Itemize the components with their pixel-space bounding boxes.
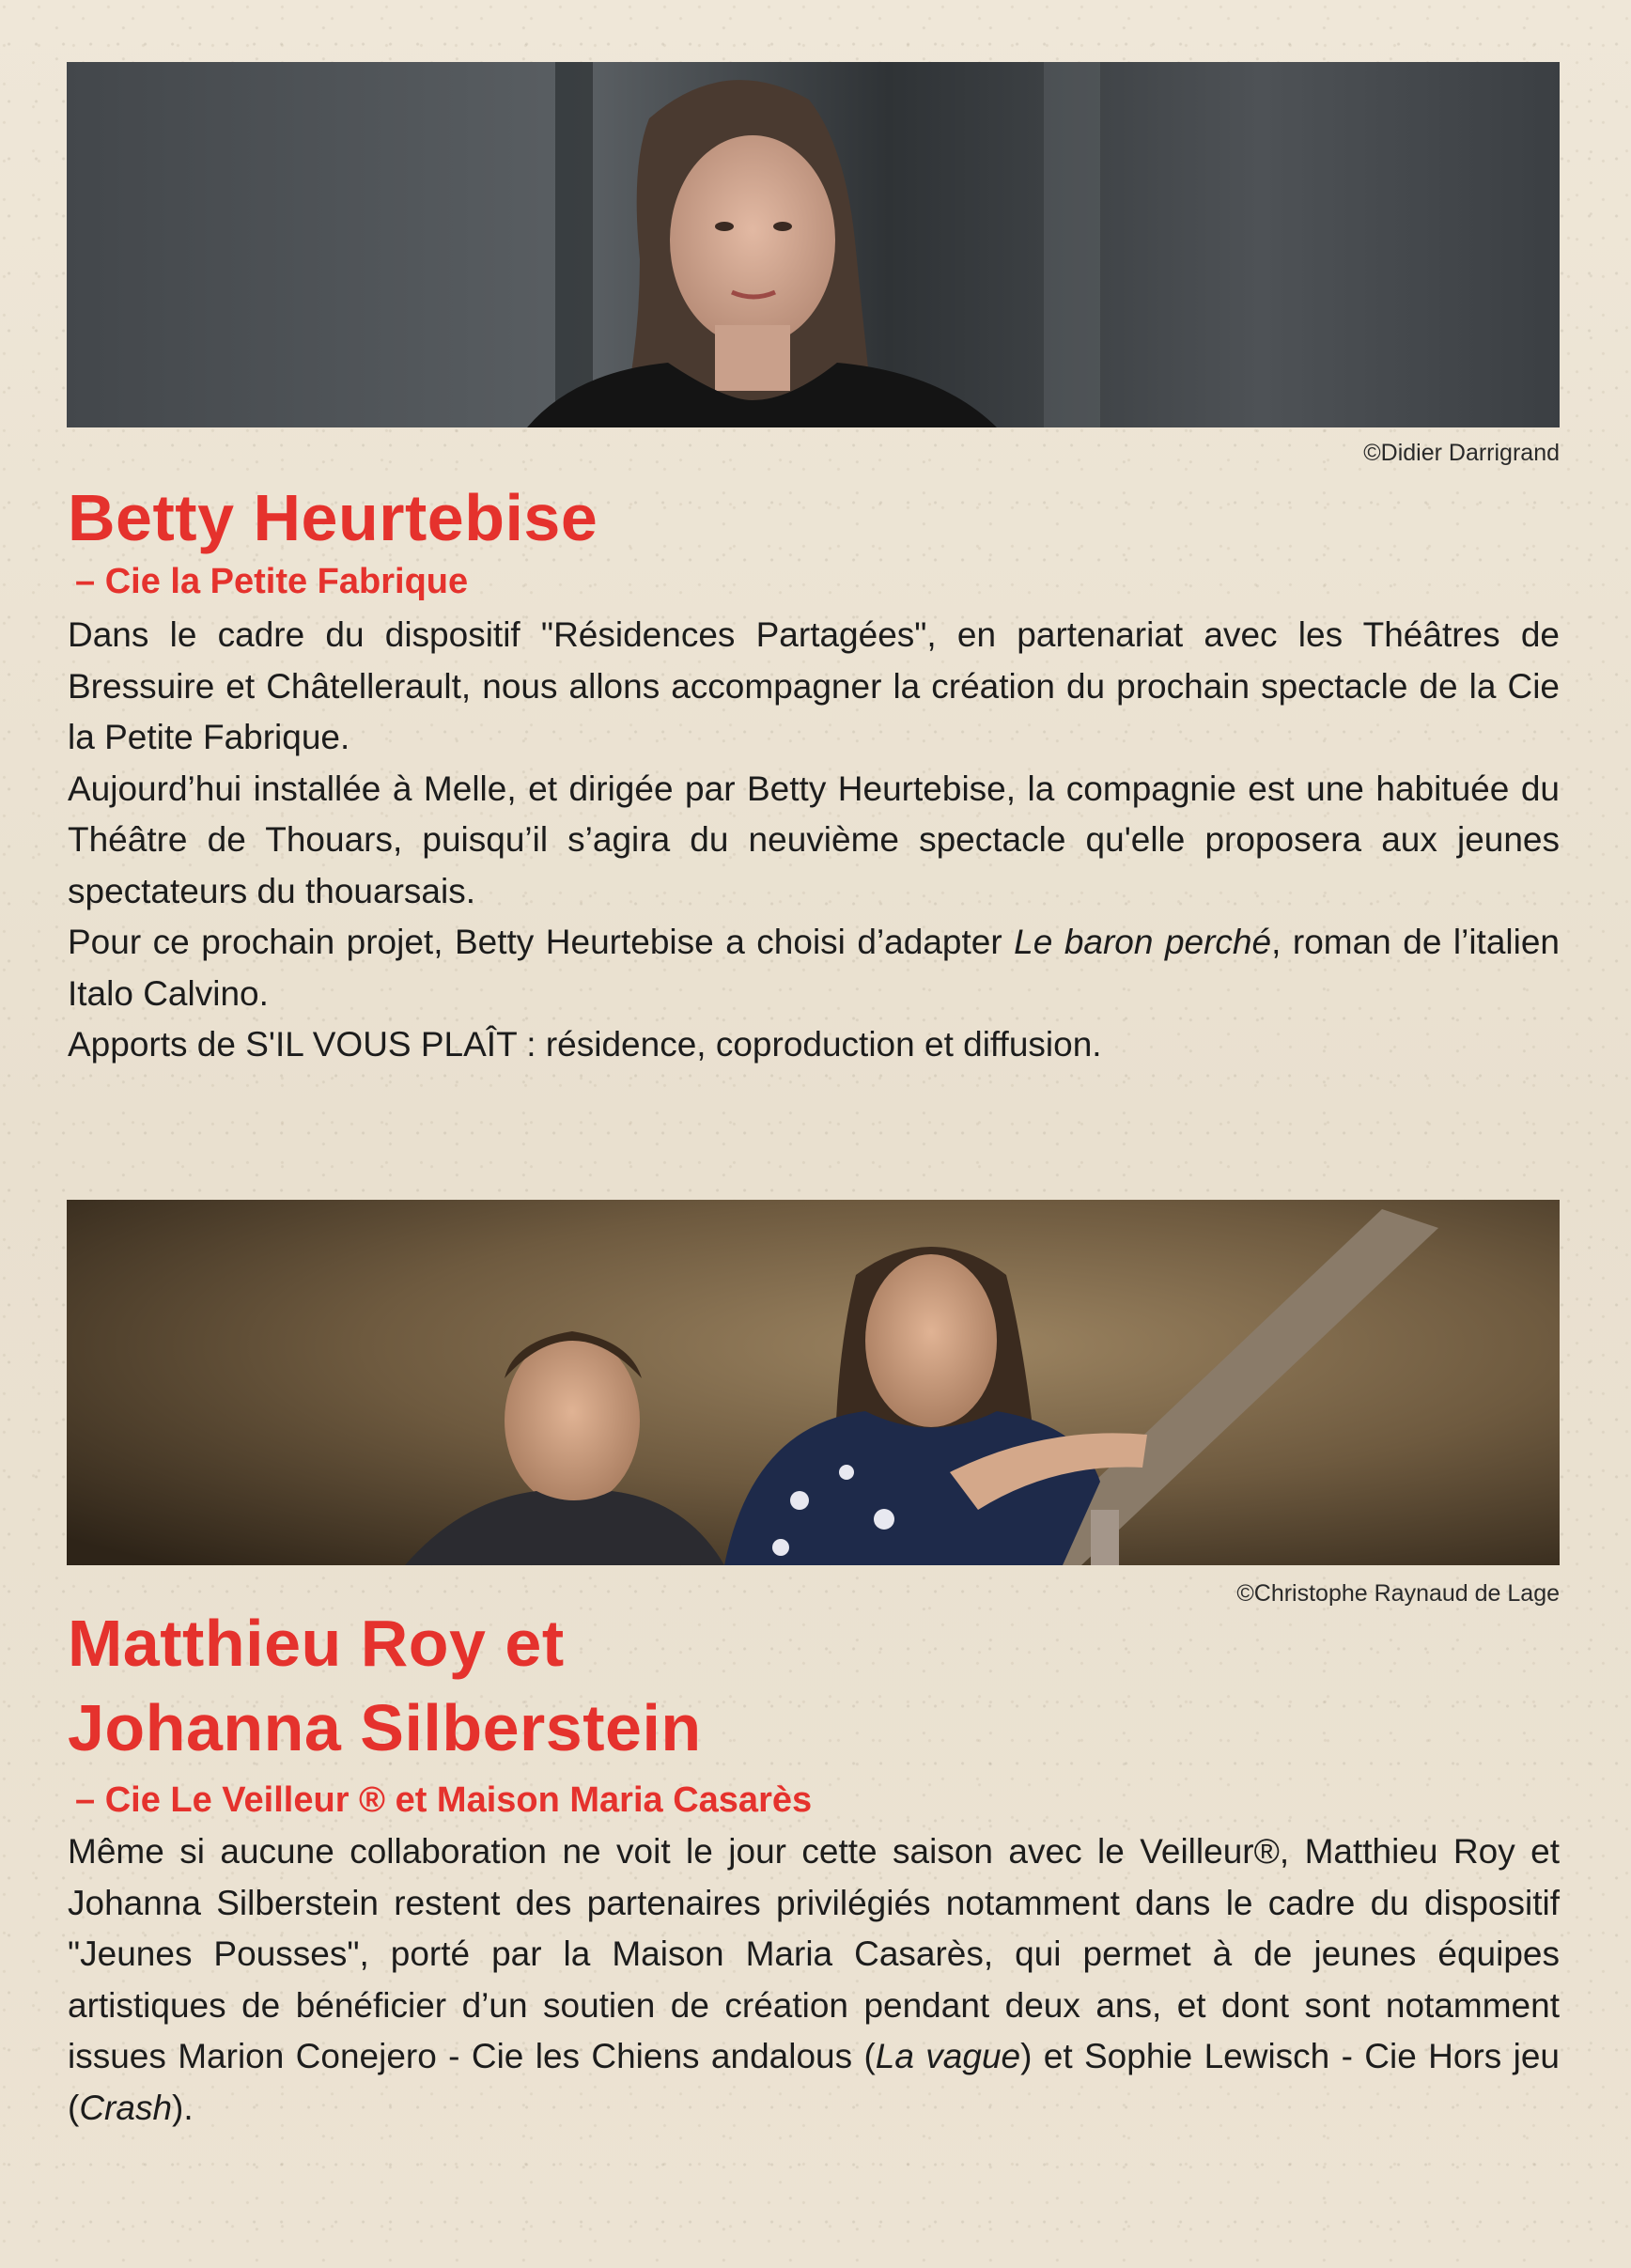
section-description xyxy=(68,1826,1560,2134)
artist-name-text: Betty Heurtebise xyxy=(68,481,598,554)
text: ). xyxy=(172,2088,194,2127)
work-title: Crash xyxy=(79,2088,173,2127)
text: Même si aucune collaboration ne voit le jour cette saison avec le Veilleur®, Matthieu Roy et Johanna Silberstein restent des partenaires privilégiés notamment dans le cadre du dispositif "Jeunes Pousses", porté par la Maison Maria Casarès, qui permet à de jeunes équipes artistiques de bénéficier d’un soutien de création pendant deux ans, et dont sont notamment issues Marion Conejero - Cie les Chiens andalous ( xyxy=(68,1832,1560,2075)
photo-credit: ©Didier Darrigrand xyxy=(1363,440,1560,466)
text: , roman de l’italien Italo Calvino. xyxy=(68,923,1561,1013)
paragraph: Dans le cadre du dispositif "Résidences Partagées", en partenariat avec les Théâtres de Bressuire et Châtellerault, nous allons accompagner la création du prochain spectacle de la Cie la Petite Fabrique. xyxy=(68,615,1560,756)
artist-name-line: Johanna Silberstein xyxy=(68,1691,702,1764)
company-name: – Cie Le Veilleur ® et Maison Maria Casarès xyxy=(75,1780,813,1820)
photo-betty-heurtebise xyxy=(67,62,1560,427)
section-description xyxy=(68,610,1560,1071)
artist-name-line: Matthieu Roy et xyxy=(68,1607,565,1680)
paragraph: Aujourd’hui installée à Melle, et dirigée par Betty Heurtebise, la compagnie est une habituée du Théâtre de Thouars, puisqu’il s’agira du neuvième spectacle qu'elle proposera aux jeunes spectateurs du thouarsais. xyxy=(68,769,1560,910)
text: Pour ce prochain projet, Betty Heurtebise a choisi d’adapter xyxy=(68,923,1015,961)
photo-roy-silberstein xyxy=(67,1200,1560,1565)
artist-name xyxy=(68,475,598,560)
artist-name xyxy=(68,1601,702,1770)
paragraph xyxy=(68,917,1560,1019)
company-name: – Cie la Petite Fabrique xyxy=(75,562,469,601)
work-title: La vague xyxy=(875,2037,1021,2075)
text: ) et Sophie Lewisch - Cie Hors jeu ( xyxy=(68,2037,1560,2127)
paragraph xyxy=(68,1826,1560,2134)
photo-credit: ©Christophe Raynaud de Lage xyxy=(1236,1580,1560,1607)
work-title: Le baron perché xyxy=(1014,923,1272,961)
paragraph: Apports de S'IL VOUS PLAÎT : résidence, coproduction et diffusion. xyxy=(68,1025,1102,1064)
